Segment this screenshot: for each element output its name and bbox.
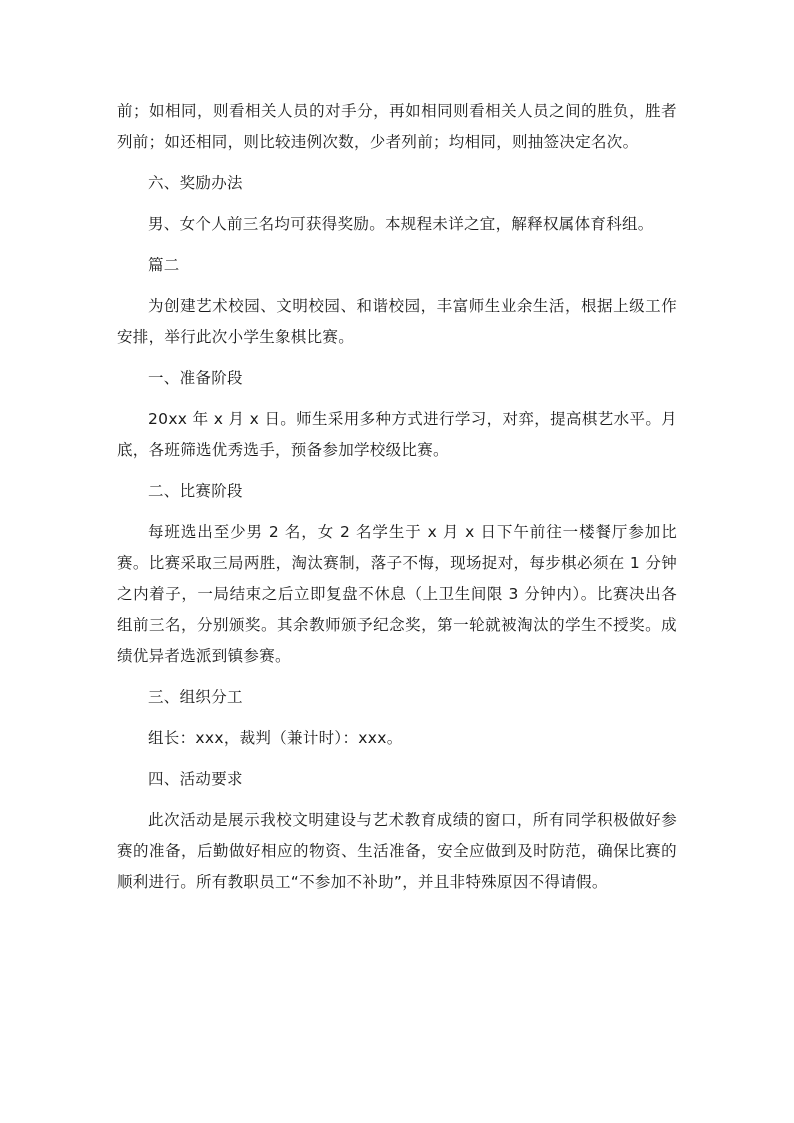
document-body <box>117 96 677 898</box>
heading-organization: 三、组织分工 <box>148 688 243 706</box>
heading-part-two: 篇二 <box>148 256 180 274</box>
paragraph-intro: 为创建艺术校园、文明校园、和谐校园，丰富师生业余生活，根据上级工作安排，举行此次小学生象棋比赛。 <box>117 297 677 346</box>
heading-preparation: 一、准备阶段 <box>148 369 243 387</box>
paragraph-preparation: 20xx 年 x 月 x 日。师生采用多种方式进行学习，对弈，提高棋艺水平。月底，各班筛选优秀选手，预备参加学校级比赛。 <box>117 410 677 459</box>
heading-rewards: 六、奖励办法 <box>148 174 243 192</box>
paragraph-requirements: 此次活动是展示我校文明建设与艺术教育成绩的窗口，所有同学积极做好参赛的准备，后勤做好相应的物资、生活准备，安全应做到及时防范，确保比赛的顺利进行。所有教职员工“不参加不补助”，并且非特殊原因不得请假。 <box>117 811 677 891</box>
paragraph-organization: 组长：xxx，裁判（兼计时）：xxx。 <box>148 729 403 747</box>
paragraph-ranking-rules: 前；如相同，则看相关人员的对手分，再如相同则看相关人员之间的胜负，胜者列前；如还相同，则比较违例次数，少者列前；均相同，则抽签决定名次。 <box>117 102 677 151</box>
paragraph-competition: 每班选出至少男 2 名，女 2 名学生于 x 月 x 日下午前往一楼餐厅参加比赛。比赛采取三局两胜，淘汰赛制，落子不悔，现场捉对，每步棋必须在 1 分钟之内着子，一局结束之后立即复盘不休息（上卫生间限 3 分钟内）。比赛决出各组前三名，分别颁奖。其余教师颁予纪念奖，第一轮就被淘汰的学生不授奖。成绩优异者选派到镇参赛。 <box>117 523 677 665</box>
paragraph-rewards: 男、女个人前三名均可获得奖励。本规程未详之宜，解释权属体育科组。 <box>148 215 654 233</box>
heading-requirements: 四、活动要求 <box>148 770 243 788</box>
heading-competition: 二、比赛阶段 <box>148 482 243 500</box>
